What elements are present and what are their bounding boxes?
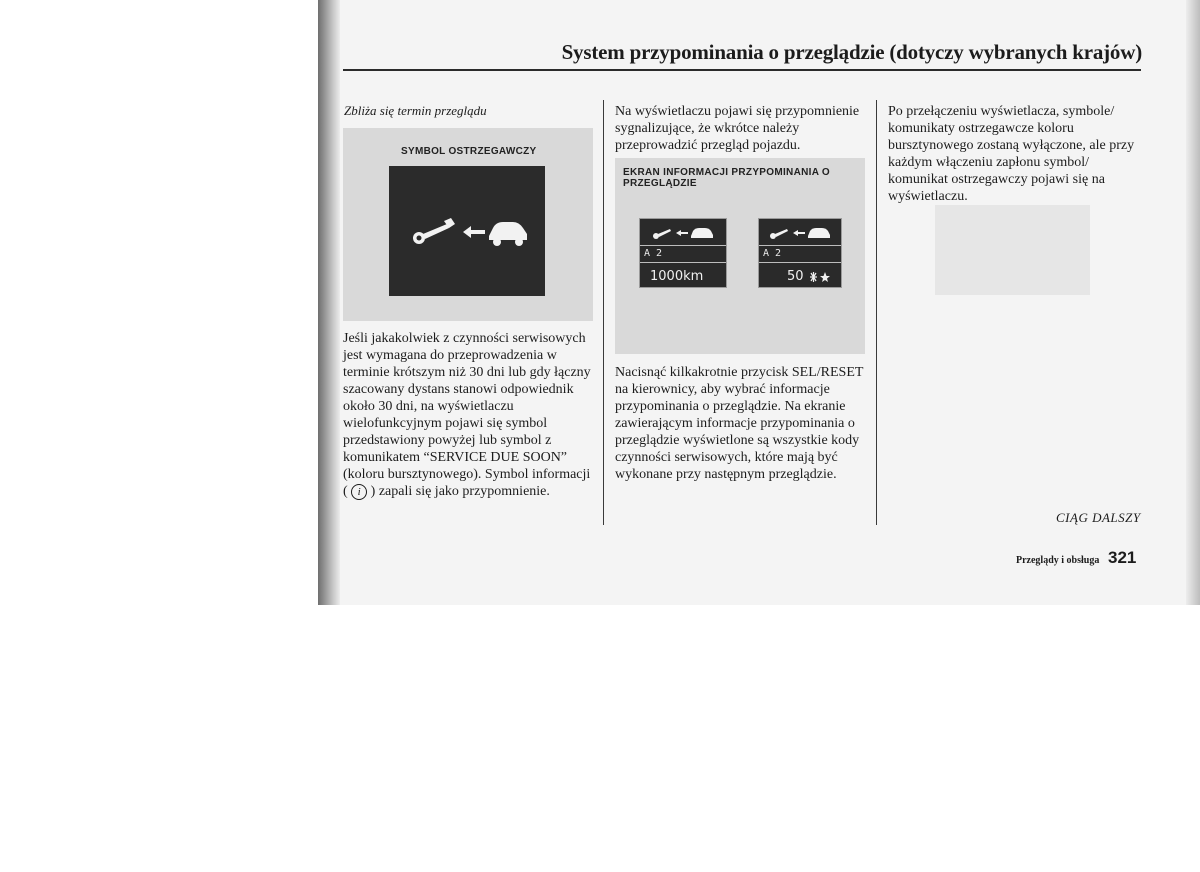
text-line: wyświetlaczu. (888, 189, 968, 204)
warning-symbol-figure (343, 128, 593, 321)
page-number: 321 (1108, 548, 1137, 567)
col1-body (343, 330, 598, 500)
text-line: jest wymagana do przeprowadzenia w (343, 348, 557, 363)
text-line: około 30 dni, na wyświetlaczu (343, 399, 514, 414)
figure-label-line1: EKRAN INFORMACJI PRZYPOMINANIA O (623, 167, 831, 178)
info-icon: i (351, 484, 367, 500)
text-line: komunikatem “SERVICE DUE SOON” (343, 450, 568, 465)
remaining-distance: 1000km (650, 269, 704, 284)
text-line: Nacisnąć kilkakrotnie przycisk SEL/RESET (615, 365, 864, 380)
text-line: Po przełączeniu wyświetlacza, symbole/ (888, 104, 1115, 119)
text-fragment: ) zapali się jako przypomnienie. (370, 484, 550, 499)
lcd-divider (640, 262, 726, 263)
text-line: Jeśli jakakolwiek z czynności serwisowych (343, 331, 586, 346)
section-label: Przeglądy i obsługa (1016, 555, 1100, 566)
lcd-divider (759, 245, 841, 246)
text-line: wykonane przy następnym przeglądzie. (615, 467, 837, 482)
wrench-arrow-car-icon (389, 166, 545, 296)
col2-body (615, 364, 870, 483)
page-title: System przypominania o przeglądzie (dotyczy wybranych krajów) (561, 40, 1142, 64)
text-line: sygnalizujące, że wkrótce należy (615, 121, 800, 136)
continued-label: CIĄG DALSZY (1056, 510, 1141, 525)
text-line: komunikaty ostrzegawcze koloru (888, 121, 1074, 136)
figure-caption: Zbliża się termin przeglądu (344, 103, 487, 118)
paren-open: ( (343, 484, 348, 499)
text-line: przedstawiony powyżej lub symbol z (343, 433, 552, 448)
text-line: terminie krótszym niż 30 dni lub gdy łączny (343, 365, 591, 380)
column-divider-2 (876, 100, 877, 525)
service-info-figure (615, 158, 865, 354)
col2-intro (615, 103, 870, 154)
book-spine-shadow (318, 0, 340, 605)
service-code: A 2 (644, 248, 663, 259)
lcd-divider (640, 245, 726, 246)
lcd-divider (759, 262, 841, 263)
text-line: (koloru bursztynowego). Symbol informacji (343, 467, 591, 482)
text-line: wielofunkcyjnym pojawi się symbol (343, 416, 548, 431)
reverse-side-bleed (935, 205, 1090, 295)
figure-label-line2: PRZEGLĄDZIE (623, 178, 697, 189)
text-line: Na wyświetlaczu pojawi się przypomnienie (615, 104, 860, 119)
text-line: na kierownicy, aby wybrać informacje (615, 382, 830, 397)
text-line: przeprowadzić przegląd pojazdu. (615, 138, 801, 153)
wrench-arrow-car-icon (640, 219, 726, 245)
service-code: A 2 (763, 248, 782, 259)
text-line: komunikat ostrzegawczy pojawi się na (888, 172, 1105, 187)
text-line: przeglądzie wyświetlone są wszystkie kody (615, 433, 860, 448)
text-line (343, 483, 598, 500)
lcd-display-right (758, 218, 842, 288)
text-line: bursztynowego zostaną wyłączone, ale przy (888, 138, 1135, 153)
lcd-display-left (639, 218, 727, 288)
wrench-arrow-car-icon (759, 219, 841, 245)
text-line: szacowany dystans stanowi odpowiednik (343, 382, 574, 397)
text-line: czynności serwisowych, które mają być (615, 450, 838, 465)
remaining-days: 50 (787, 269, 804, 284)
col3-body (888, 103, 1143, 205)
column-divider-1 (603, 100, 604, 525)
figure-label: SYMBOL OSTRZEGAWCZY (401, 146, 537, 157)
text-line: przypominania o przeglądzie. Na ekranie (615, 399, 846, 414)
warning-symbol-screen (389, 166, 545, 296)
sun-star-icon (809, 270, 831, 284)
text-line: zawierającym informacje przypominania o (615, 416, 855, 431)
page-edge-shadow (1186, 0, 1200, 605)
title-rule (343, 69, 1141, 71)
text-line: każdym włączeniu zapłonu symbol/ (888, 155, 1089, 170)
